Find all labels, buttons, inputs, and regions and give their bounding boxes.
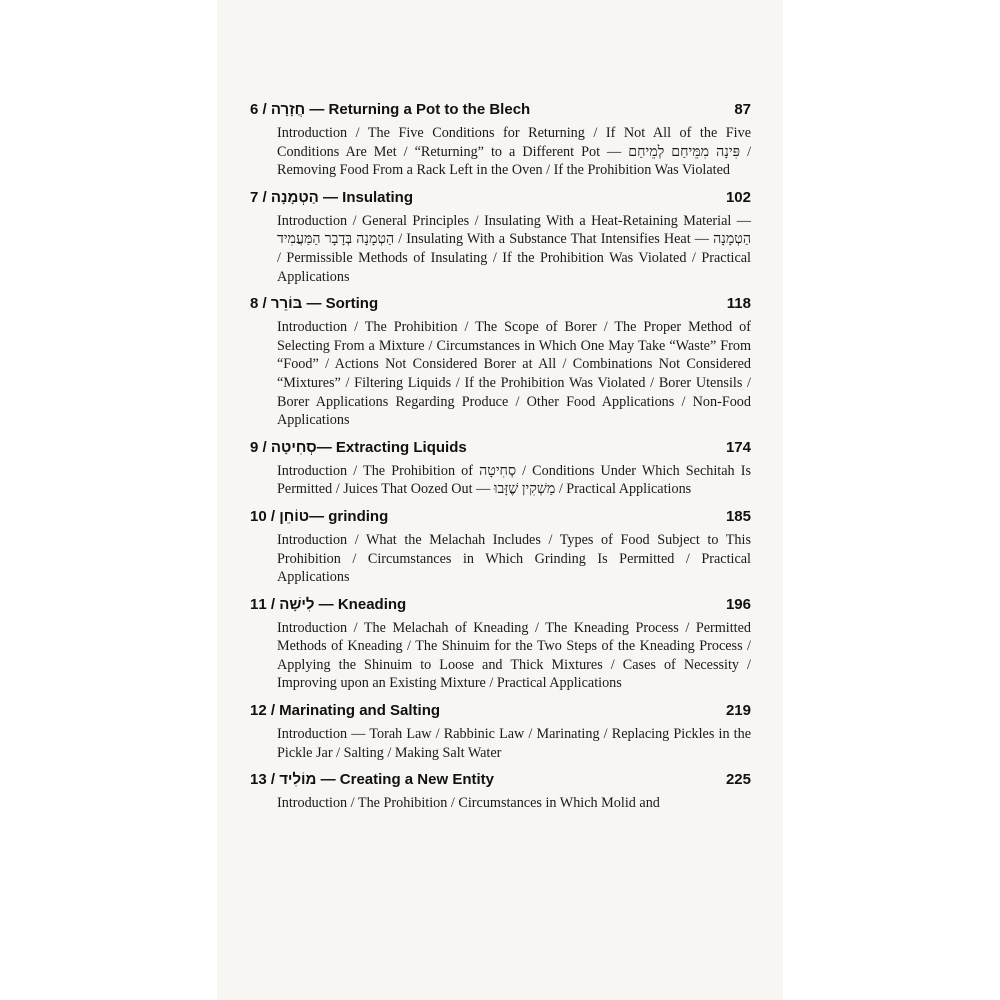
toc-entry-heading [250, 438, 751, 458]
page-number: 225 [725, 771, 751, 789]
page-number: 196 [725, 595, 751, 613]
toc-entry-heading [250, 294, 751, 314]
toc-entry-heading [250, 188, 751, 208]
toc-entry-heading [250, 595, 751, 615]
page-number: 118 [726, 295, 751, 313]
chapter-title: 8 / בּוֹרֵר — Sorting [250, 295, 379, 313]
chapter-title: 11 / לִישָׁה — Kneading [250, 595, 407, 613]
toc-entry-heading [250, 770, 751, 790]
page-number: 219 [725, 702, 751, 720]
page-number: 174 [725, 438, 751, 456]
book-page [217, 0, 783, 1000]
chapter-topics: Introduction / General Principles / Insulating With a Heat-Retaining Material — הַטְמָנָה בְּדָבָר הַמַּעֲמִיד / Insulating With a Substance That Intensifies Heat — הַטְמָנָה / Permissible Methods of Insulating / If the Prohibition Was Violated / Practical Applications [277, 212, 751, 285]
chapter-topics: Introduction / The Melachah of Kneading / The Kneading Process / Permitted Methods of Kneading / The Shinuim for the Two Steps of the Kneading Process / Applying the Shinuim to Loose and Thick Mixtures / Cases of Necessity / Improving upon an Existing Mixture / Practical Applications [277, 619, 751, 692]
toc-entry-heading [250, 507, 751, 527]
toc-entry [250, 438, 751, 499]
toc-entry [250, 701, 751, 762]
chapter-topics: Introduction / What the Melachah Includes / Types of Food Subject to This Prohibition / Circumstances in Which Grinding Is Permitted / Practical Applications [277, 531, 751, 586]
chapter-title: 6 / חֲזָרָה — Returning a Pot to the Blech [250, 101, 531, 118]
chapter-topics: Introduction — Torah Law / Rabbinic Law / Marinating / Replacing Pickles in the Pickle Jar / Salting / Making Salt Water [277, 726, 751, 761]
chapter-title: 13 / מוֹלִיד — Creating a New Entity [250, 771, 494, 789]
toc-entry-heading [250, 100, 751, 120]
toc-entry [250, 770, 751, 813]
chapter-title: 9 / סְחִיטָה— Extracting Liquids [250, 438, 467, 456]
toc-entry [250, 100, 751, 180]
chapter-topics: Introduction / The Five Conditions for Returning / If Not All of the Five Conditions Are Met / “Returning” to a Different Pot — פִּינָה מִמֵּיחַם לְמֵיחַם / Removing Food From a Rack Left in the Oven / If the Prohibition Was Violated [277, 125, 752, 179]
chapter-title: 10 / טוֹחֵן— grinding [250, 507, 389, 525]
page-number: 102 [725, 188, 751, 206]
toc-entry [250, 595, 751, 693]
chapter-topics: Introduction / The Prohibition of סְחִיטָה / Conditions Under Which Sechitah Is Permitted / Juices That Oozed Out — מַשְׁקִין שֶׁזָּבוּ / Practical Applications [277, 462, 751, 498]
table-of-contents [250, 100, 751, 821]
chapter-topics: Introduction / The Prohibition / The Scope of Borer / The Proper Method of Selecting From a Mixture / Circumstances in Which One May Take “Waste” From “Food” / Actions Not Considered Borer at All / Combinations Not Considered “Mixtures” / Filtering Liquids / If the Prohibition Was Violated / Borer Utensils / Borer Applications Regarding Produce / Other Food Applications / Non-Food Applications [277, 319, 751, 429]
toc-entry-heading [250, 701, 751, 721]
toc-entry [250, 188, 751, 286]
page-number: 185 [725, 507, 751, 525]
page-number: 87 [734, 101, 751, 118]
chapter-topics: Introduction / The Prohibition / Circumstances in Which Molid and [277, 795, 660, 812]
toc-entry [250, 507, 751, 587]
chapter-title: 7 / הַטְמָנָה — Insulating [250, 188, 413, 206]
chapter-title: 12 / Marinating and Salting [250, 702, 441, 720]
toc-entry [250, 294, 751, 430]
